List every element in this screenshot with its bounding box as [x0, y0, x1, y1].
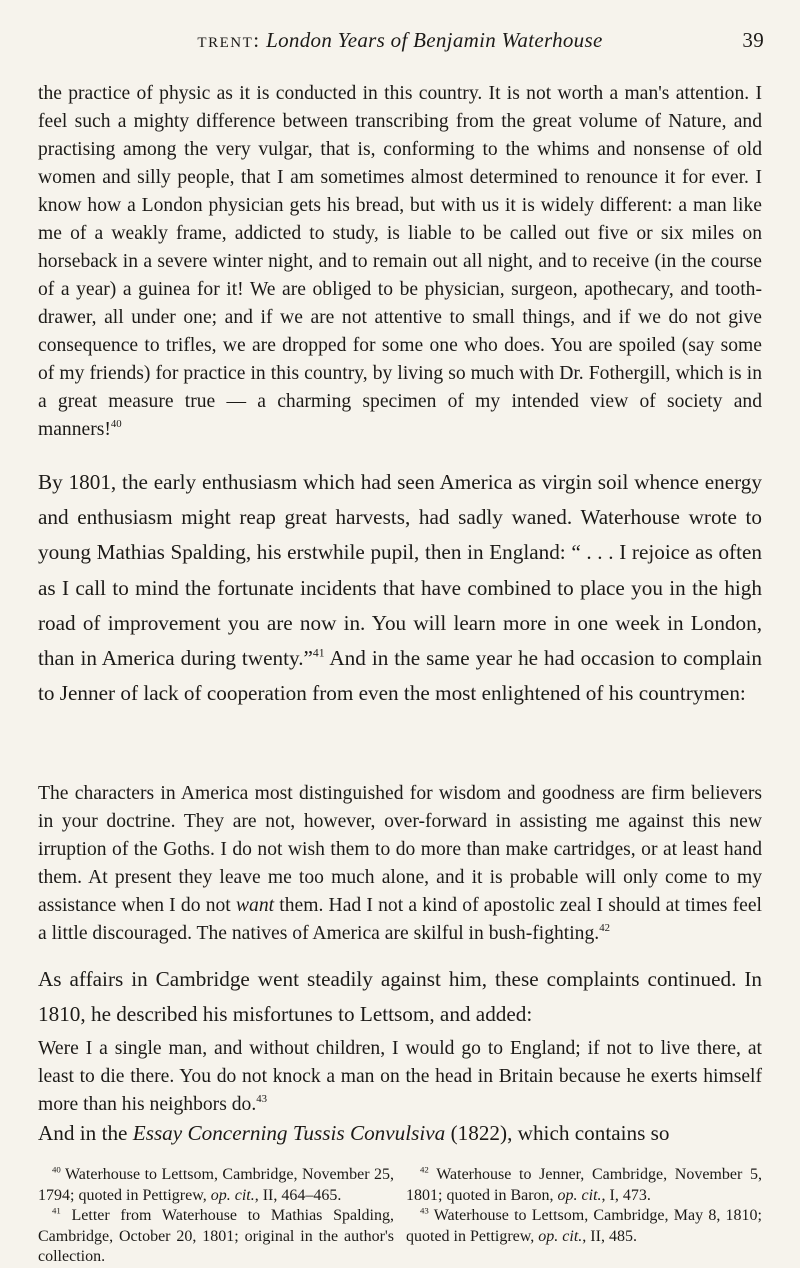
- footnote-ref: 41: [312, 646, 325, 660]
- footnotes: [38, 1165, 762, 1268]
- citation: op. cit.: [210, 1186, 255, 1204]
- footnote-column-right: [406, 1165, 762, 1268]
- paragraph-text: As affairs in Cambridge went steadily against him, these complaints continued. In 1810, he described his misfortunes to Lettsom, and added:: [38, 967, 762, 1027]
- footnote-text: , I, 473.: [601, 1186, 651, 1204]
- citation: op. cit.: [557, 1186, 602, 1204]
- running-head-title: London Years of Benjamin Waterhouse: [266, 28, 603, 52]
- citation: op. cit.: [538, 1227, 583, 1245]
- footnote-number: 43: [420, 1205, 429, 1216]
- running-head-author: trent:: [197, 28, 261, 52]
- footnote-text: , II, 485.: [582, 1227, 637, 1245]
- footnote-number: 41: [52, 1205, 61, 1216]
- paragraph-quote-continuation: [38, 80, 762, 444]
- block-quote-lettsom: [38, 1035, 762, 1119]
- footnote-text: Waterhouse to Jenner, Cambridge, November 5, 1801; quoted in Baron,: [406, 1166, 762, 1204]
- footnote-42: [406, 1165, 762, 1206]
- paragraph-text: the practice of physic as it is conducted in this country. It is not worth a man's attention. I feel such a mighty difference between transcribing from the great volume of Nature, and practising among the very vulgar, that is, conforming to the whims and nonsense of old women and silly people, that I am sometimes almost determined to renounce it for ever. I know how a London physician gets his bread, but with us it is widely different: a man like me of a weakly frame, addicted to study, is liable to be called out five or six miles on horseback in a severe winter night, and to remain out all night, and to receive (in the course of a year) a guinea for it! We are obliged to be physician, surgeon, apothecary, and tooth-drawer, all under one; and if we are not attentive to small things, and if we do not give consequence to trifles, we are dropped for some one who does. You are spoiled (say some of my friends) for practice in this country, by living so much with Dr. Fothergill, which is in a great measure true — a charming specimen of my intended view of society and manners!: [38, 83, 762, 440]
- footnote-ref: 43: [256, 1092, 267, 1105]
- footnote-ref: 42: [599, 921, 610, 934]
- page-number: 39: [742, 28, 764, 52]
- footnote-ref: 40: [110, 417, 122, 430]
- book-title: Essay Concerning Tussis Convulsiva: [132, 1121, 446, 1145]
- block-quote-jenner: [38, 780, 762, 948]
- paragraph-1801: [38, 465, 762, 711]
- footnote-text: Letter from Waterhouse to Mathias Spalding, Cambridge, October 20, 1801; original in the author's collection.: [38, 1207, 394, 1265]
- quote-text: Were I a single man, and without children, I would go to England; if not to live there, at least to die there. You do not knock a man on the head in Britain because he exerts himself more than his neighbors do.: [38, 1038, 762, 1115]
- paragraph-text: (1822), which contains so: [445, 1121, 670, 1145]
- paragraph-cambridge: [38, 962, 762, 1032]
- footnote-text: Waterhouse to Lettsom, Cambridge, May 8, 1810; quoted in Pettigrew,: [406, 1207, 762, 1245]
- footnote-text: , II, 464–465.: [254, 1186, 342, 1204]
- quote-text: The characters in America most distinguished for wisdom and goodness are firm believers in your doctrine. They are not, however, over-forward in assisting me against this new irruption of the Goths. I do not wish them to do more than make cartridges, or at least hand them. At present they leave me too much alone, and it is probable will only come to my assistance when I do not: [38, 783, 762, 916]
- footnote-text: Waterhouse to Lettsom, Cambridge, November 25, 1794; quoted in Pettigrew,: [38, 1166, 394, 1204]
- emphasis: want: [235, 895, 275, 916]
- footnote-column-left: [38, 1165, 394, 1268]
- paragraph-text: By 1801, the early enthusiasm which had seen America as virgin soil whence energy and enthusiasm might reap great harvests, had sadly waned. Waterhouse wrote to young Mathias Spalding, his erstwhile pupil, then in England: “ . . . I rejoice as often as I call to mind the fortunate incidents that have combined to place you in the high road of improvement you are now in. You will learn more in one week in London, than in America during twenty.”: [38, 470, 762, 671]
- footnote-43: [406, 1206, 762, 1247]
- footnote-number: 40: [52, 1164, 61, 1175]
- paragraph-essay: [38, 1116, 762, 1151]
- footnote-40: [38, 1165, 394, 1206]
- footnote-number: 42: [420, 1164, 429, 1175]
- running-head: [36, 28, 764, 58]
- paragraph-text: And in the same year he had occasion to complain to Jenner of lack of cooperation from even the most enlightened of his countrymen:: [38, 646, 762, 706]
- quote-text: them. Had I not a kind of apostolic zeal I should at times feel a little discouraged. The natives of America are skilful in bush-fighting.: [38, 895, 762, 944]
- footnote-41: [38, 1206, 394, 1268]
- paragraph-text: And in the: [38, 1121, 133, 1145]
